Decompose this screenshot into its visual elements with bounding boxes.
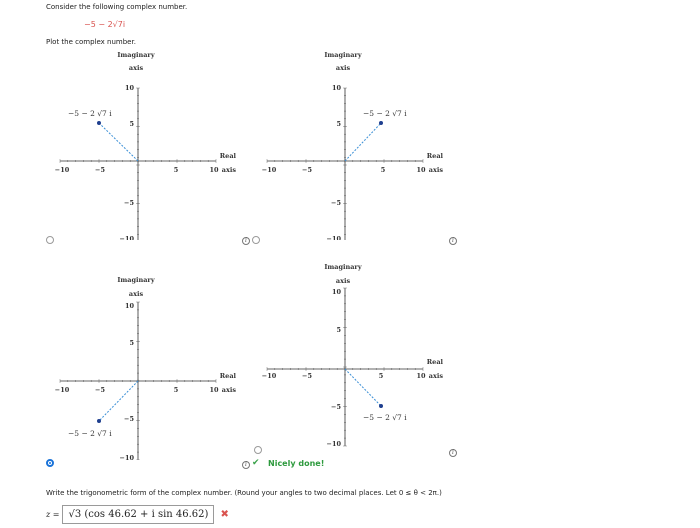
tick-x-5: 5 [173,386,179,394]
plotted-point [97,419,101,423]
tick-y-5: 5 [336,326,341,334]
complex-expression: −5 − 2√7i [84,20,126,29]
plot-option-3 [40,270,240,460]
answer-input[interactable]: √3 (cos 46.62 + i sin 46.62) [62,505,214,524]
radio-option-4[interactable] [254,446,262,454]
tick-x-neg5: −5 [302,166,312,174]
answer-row [46,505,229,524]
axis-title-axis: axis [335,277,351,285]
axis-title-imaginary: Imaginary [324,263,362,271]
tick-y-10: 10 [124,302,134,310]
real-axis-label: Real [219,372,236,380]
info-icon-1[interactable]: i [242,237,250,245]
tick-x-5: 5 [380,166,386,174]
tick-x-neg10: −10 [54,166,70,174]
tick-x-neg5: −5 [302,372,312,380]
plot-instruction: Plot the complex number. [46,38,136,46]
tick-y-10: 10 [124,84,134,92]
plotted-point [379,121,383,125]
tick-y-neg5: −5 [124,415,134,423]
tick-y-5: 5 [129,339,134,347]
info-icon-3[interactable]: i [242,461,250,469]
plot-option-2 [247,50,447,240]
tick-y-10: 10 [331,288,341,296]
tick-x-5: 5 [378,372,384,380]
tick-x-neg5: −5 [95,166,105,174]
tick-x-10: 10 [209,166,219,174]
real-axis-label-2: axis [221,166,236,174]
real-axis-label-2: axis [428,166,443,174]
plot-option-1 [40,50,240,240]
plotted-point [97,121,101,125]
incorrect-icon: ✖ [220,509,229,520]
dashed-segment [345,369,381,406]
info-icon-4[interactable]: i [449,449,457,457]
real-axis-label-2: axis [221,386,236,394]
tick-x-neg5: −5 [95,386,105,394]
feedback-text: Nicely done! [268,459,325,468]
axis-title-imaginary: Imaginary [324,51,362,59]
tick-y-10: 10 [331,84,341,92]
tick-y-5: 5 [336,120,341,128]
tick-y-neg10: −10 [326,235,341,240]
dashed-segment [345,123,381,161]
tick-y-neg10: −10 [119,454,134,460]
axis-title-imaginary: Imaginary [117,51,155,59]
tick-y-neg10: −10 [326,440,341,448]
dashed-segment [99,123,138,161]
check-icon: ✔ [252,458,260,468]
tick-y-5: 5 [129,120,134,128]
trig-instruction: Write the trigonometric form of the complex number. (Round your angles to two decimal places. Let 0 ≤ θ < 2π.) [46,489,442,497]
real-axis-label: Real [426,358,443,366]
answer-label: z = [46,510,60,519]
tick-x-5: 5 [173,166,179,174]
real-axis-label-2: axis [428,372,443,380]
info-icon-2[interactable]: i [449,237,457,245]
point-label: −5 − 2 √7 i [363,109,407,118]
tick-y-neg5: −5 [331,199,341,207]
plotted-point [379,404,383,408]
real-axis-label: Real [219,152,236,160]
axis-title-imaginary: Imaginary [117,276,155,284]
tick-x-10: 10 [209,386,219,394]
tick-y-neg5: −5 [124,199,134,207]
radio-option-3[interactable] [46,459,54,467]
point-label: −5 − 2 √7 i [68,109,112,118]
axis-title-axis: axis [128,64,144,72]
axis-title-axis: axis [335,64,351,72]
plot-option-4 [247,258,447,448]
tick-y-neg10: −10 [119,235,134,240]
real-axis-label: Real [426,152,443,160]
tick-x-neg10: −10 [261,372,277,380]
tick-x-neg10: −10 [54,386,70,394]
radio-option-2[interactable] [252,236,260,244]
tick-x-10: 10 [416,372,426,380]
tick-x-10: 10 [416,166,426,174]
point-label: −5 − 2 √7 i [68,429,112,438]
axis-title-axis: axis [128,290,144,298]
prompt-text: Consider the following complex number. [46,3,188,11]
tick-y-neg5: −5 [331,403,341,411]
radio-option-1[interactable] [46,236,54,244]
point-label: −5 − 2 √7 i [363,413,407,422]
tick-x-neg10: −10 [261,166,277,174]
